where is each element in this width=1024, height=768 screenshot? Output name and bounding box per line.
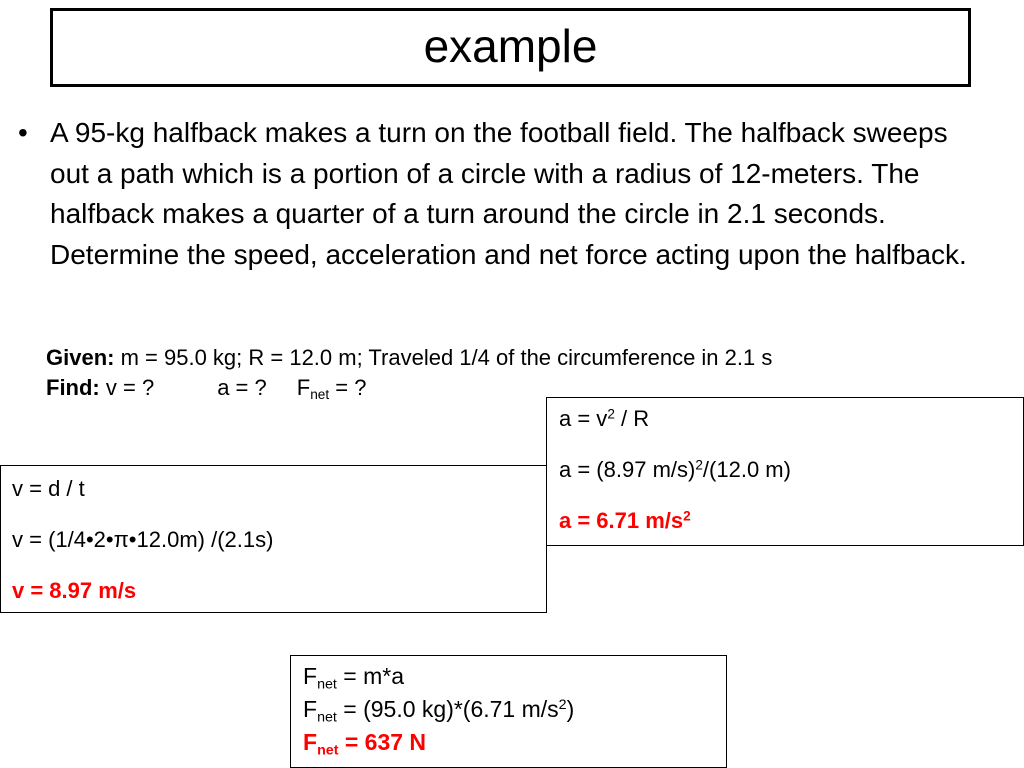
find-f: $F_{net}$ = ? [296, 375, 367, 403]
velocity-answer: v = 8.97 m/s [12, 578, 137, 603]
velocity-formula: v = d / t [12, 476, 85, 501]
acceleration-substitution: a = (8.97 m/s)$^2$/(12.0 m) [559, 457, 791, 482]
acceleration-box [546, 397, 1024, 546]
given-text: m = 95.0 kg; R = 12.0 m; Traveled 1/4 of the circumference in 2.1 s [114, 345, 773, 370]
problem-statement: A 95-kg halfback makes a turn on the football field. The halfback sweeps out a path which is a portion of a circle with a radius of 12-meters. The halfback makes a quarter of a turn around the circle in 2.1 seconds. Determine the speed, acceleration and net force acting upon the halfback. [50, 117, 967, 270]
velocity-substitution: v = (1/4•2•π•12.0m) /(2.1s) [12, 527, 274, 552]
given-find-block [46, 343, 772, 403]
force-box [290, 655, 727, 768]
bullet-icon: • [18, 117, 28, 148]
force-formula: $F_{net} = m*a$ [303, 663, 404, 693]
force-answer: $F_{net} = 637$ N [303, 729, 427, 759]
find-label: Find: [46, 375, 100, 400]
find-a: a = ? [217, 375, 267, 400]
given-label: Given: [46, 345, 115, 370]
slide-title: example [423, 19, 598, 72]
acceleration-answer: a = 6.71 $m/s^2$ [559, 508, 691, 533]
problem-bullet [18, 113, 978, 275]
acceleration-formula: $a = v^2 / R$ [559, 406, 650, 431]
velocity-box [0, 465, 547, 613]
find-v: v = ? [99, 375, 155, 400]
given-line [46, 343, 772, 373]
force-substitution: $F_{net} = (95.0$ kg)*(6.71 $m/s^2$) [303, 696, 575, 726]
title-box [50, 8, 971, 87]
